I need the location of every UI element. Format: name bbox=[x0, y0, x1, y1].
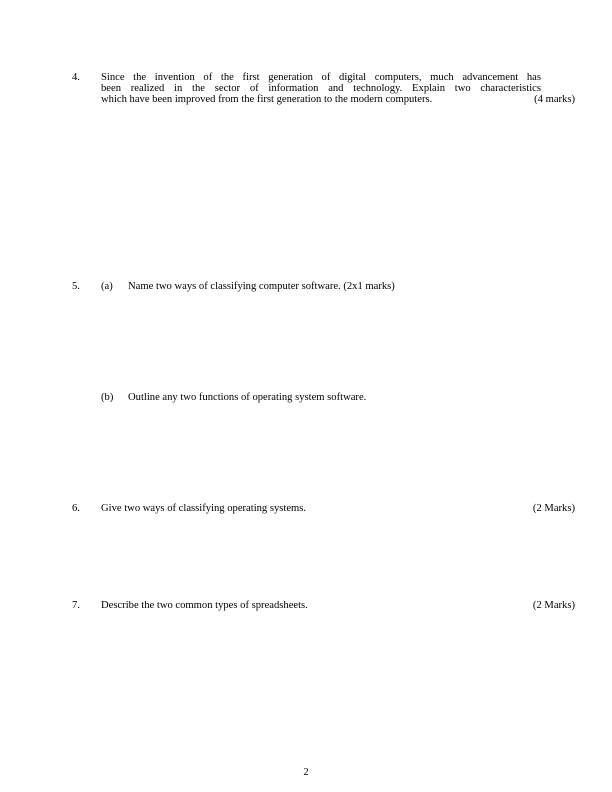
question-7-number: 7. bbox=[72, 600, 80, 611]
question-5b-text: Outline any two functions of operating system software. bbox=[128, 392, 367, 403]
question-4-number: 4. bbox=[72, 72, 80, 83]
question-6-marks: (2 Marks) bbox=[532, 503, 575, 514]
question-6-text: Give two ways of classifying operating systems. bbox=[101, 503, 307, 514]
question-4-line-2: been realized in the sector of information and technology. Explain two characteristics bbox=[101, 83, 541, 94]
page-number: 2 bbox=[303, 767, 309, 778]
question-5a-text: Name two ways of classifying computer software. (2x1 marks) bbox=[128, 281, 395, 292]
question-6-number: 6. bbox=[72, 503, 80, 514]
question-5a-label: (a) bbox=[101, 281, 113, 292]
question-5b-label: (b) bbox=[101, 392, 114, 403]
question-5-number: 5. bbox=[72, 281, 80, 292]
question-4-line-3: which have been improved from the first generation to the modern computers. bbox=[101, 94, 433, 105]
question-4-marks: (4 marks) bbox=[534, 94, 575, 105]
question-4-line-1: Since the invention of the first generation of digital computers, much advancement has bbox=[101, 72, 541, 83]
question-7-marks: (2 Marks) bbox=[532, 600, 575, 611]
question-7-text: Describe the two common types of spreadsheets. bbox=[101, 600, 308, 611]
